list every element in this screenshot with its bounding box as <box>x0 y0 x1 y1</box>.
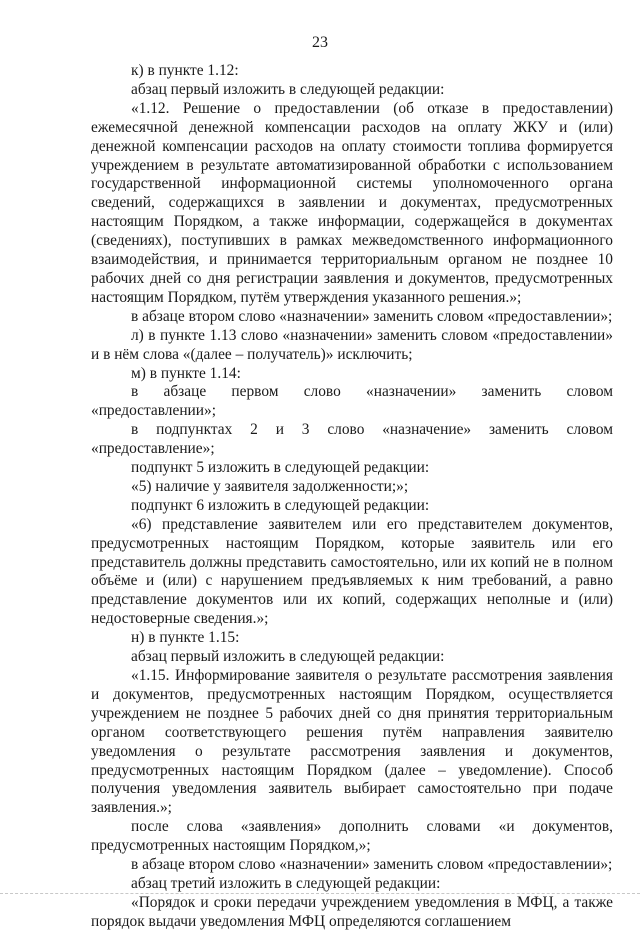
paragraph-k-header: к) в пункте 1.12: <box>131 62 239 79</box>
paragraph: в абзаце первом слово «назначении» заменить словом «предоставлении»; <box>91 383 613 420</box>
paragraph-quote-order: «Порядок и сроки передачи учреждением уведомления в МФЦ, а также порядок выдачи уведомления МФЦ определяются соглашением <box>91 893 613 930</box>
paragraph: подпункт 5 изложить в следующей редакции: <box>131 459 430 477</box>
paragraph: абзац первый изложить в следующей редакции: <box>131 80 445 98</box>
page-number: 23 <box>312 34 328 51</box>
document-body <box>91 62 613 932</box>
paragraph-quote-1-12: «1.12. Решение о предоставлении (об отказе в предоставлении) ежемесячной денежной компенсации расходов на оплату ЖКУ и (или) денежной компенсации расходов на оплату стоимости топлива формируется учреждением в результате автоматизированной обработки с использованием государственной информационной системы уполномоченного органа сведений, содержащихся в заявлении и документах, предусмотренных настоящим Порядком, а также информации, содержащейся в документах (сведениях), поступивших в рамках межведомственного информационного взаимодействия, и принимается территориальным органом не позднее 10 рабочих дней со дня регистрации заявления и документов, предусмотренных настоящим Порядком, путём утверждения указанного решения.»; <box>91 99 613 306</box>
paragraph: в подпунктах 2 и 3 слово «назначение» заменить словом «предоставление»; <box>91 421 613 458</box>
paragraph: абзац третий изложить в следующей редакции: <box>131 874 441 892</box>
paragraph: в абзаце втором слово «назначении» заменить словом «предоставлении»; <box>131 307 613 325</box>
paragraph-l: л) в пункте 1.13 слово «назначении» заменить словом «предоставлении» и в нём слова «(далее – получатель)» исключить; <box>91 326 613 363</box>
scan-edge-line <box>0 893 640 894</box>
paragraph-n-header: н) в пункте 1.15: <box>131 629 240 647</box>
paragraph: абзац первый изложить в следующей редакции: <box>131 648 445 666</box>
paragraph: в абзаце втором слово «назначении» заменить словом «предоставлении»; <box>131 856 613 874</box>
paragraph-quote-6: «6) представление заявителем или его представителем документов, предусмотренных настоящим Порядком, которые заявитель или его представитель должны представить самостоятельно, или их копий не в полном объёме и (или) с нарушением предъявляемых к ним требований, а равно представление документов или их копий, содержащих неполные и (или) недостоверные сведения.»; <box>91 515 613 628</box>
paragraph: подпункт 6 изложить в следующей редакции: <box>131 496 430 514</box>
paragraph-quote-1-15: «1.15. Информирование заявителя о результате рассмотрения заявления и документов, предусмотренных настоящим Порядком, осуществляется учреждением не позднее 5 рабочих дней со дня принятия территориальным органом соответствующего решения путём направления заявителю уведомления о результате рассмотрения заявления и документов, предусмотренных настоящим Порядком (далее – уведомление). Способ получения уведомления заявитель выбирает самостоятельно при подаче заявления.»; <box>91 667 613 817</box>
paragraph-m-header: м) в пункте 1.14: <box>131 364 241 382</box>
paragraph: после слова «заявления» дополнить словами «и документов, предусмотренных настоящим Порядком,»; <box>91 818 613 855</box>
paragraph-quote-5: «5) наличие у заявителя задолженности;»; <box>131 477 409 495</box>
